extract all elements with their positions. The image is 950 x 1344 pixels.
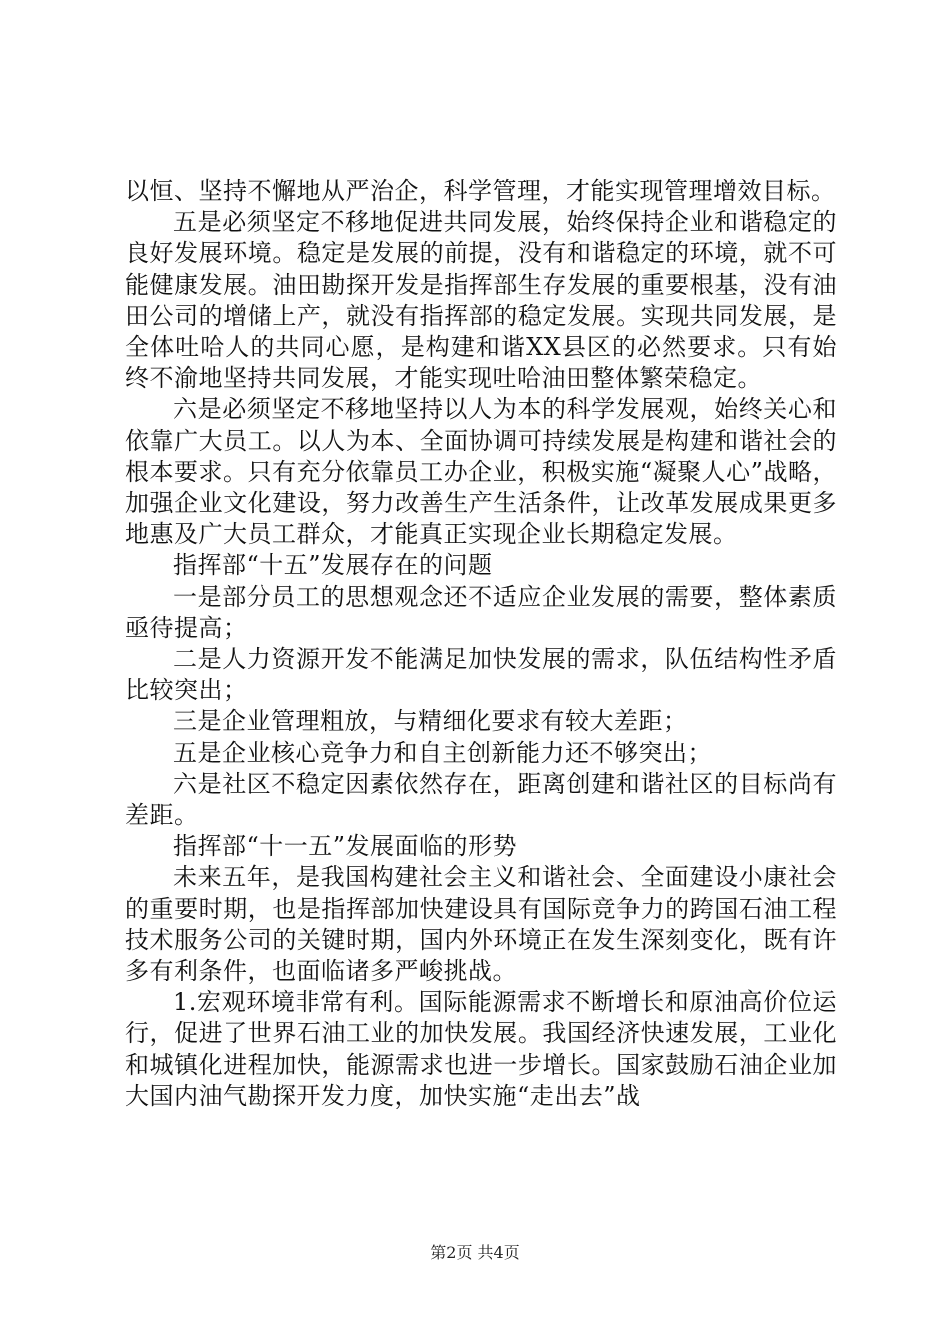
problem-item-3: 三是企业管理粗放，与精细化要求有较大差距；: [173, 707, 688, 736]
section-heading-situation: 指挥部“十一五”发展面临的形势: [173, 832, 518, 861]
problem-item-6: 六是社区不稳定因素依然存在，距离创建和谐社区的目标尚有差距。: [125, 769, 837, 830]
paragraph-continuation: 以恒、坚持不懈地从严治企，科学管理，才能实现管理增效目标。: [125, 177, 836, 205]
paragraph-macro-environment: 1.宏观环境非常有利。国际能源需求不断增长和原油高价位运行，促进了世界石油工业的加快发展。我国经济快速发展，工业化和城镇化进程加快，能源需求也进一步增长。国家鼓励石油企业加大国内油气勘探开发力度，加快实施“走出去”战: [125, 988, 837, 1110]
problem-item-1: 一是部分员工的思想观念还不适应企业发展的需要，整体素质亟待提高；: [125, 582, 837, 642]
paragraph-next-five-years: 未来五年，是我国构建社会主义和谐社会、全面建设小康社会的重要时期，也是指挥部加快建设具有国际竞争力的跨国石油工程技术服务公司的关键时期，国内外环境正在发生深刻变化，既有许多有利条件，也面临诸多严峻挑战。: [125, 863, 837, 986]
problem-item-2: 二是人力资源开发不能满足加快发展的需求，队伍结构性矛盾比较突出；: [125, 645, 837, 705]
section-heading-problems: 指挥部“十五”发展存在的问题: [173, 551, 493, 580]
document-body: [125, 176, 837, 1112]
page-footer: 第2页 共4页: [430, 1243, 520, 1262]
paragraph-point-six: 六是必须坚定不移地坚持以人为本的科学发展观，始终关心和依靠广大员工。以人为本、全面协调可持续发展是构建和谐社会的根本要求。只有充分依靠员工办企业，积极实施“凝聚人心”战略，加强企业文化建设，努力改善生产生活条件，让改革发展成果更多地惠及广大员工群众，才能真正实现企业长期稳定发展。: [125, 395, 837, 549]
problem-item-5: 五是企业核心竞争力和自主创新能力还不够突出；: [173, 738, 712, 767]
paragraph-point-five: 五是必须坚定不移地促进共同发展，始终保持企业和谐稳定的良好发展环境。稳定是发展的前提，没有和谐稳定的环境，就不可能健康发展。油田勘探开发是指挥部生存发展的重要根基，没有油田公司的增储上产，就没有指挥部的稳定发展。实现共同发展，是全体吐哈人的共同心愿，是构建和谐XX县区的必然要求。只有始终不渝地坚持共同发展，才能实现吐哈油田整体繁荣稳定。: [125, 208, 837, 393]
